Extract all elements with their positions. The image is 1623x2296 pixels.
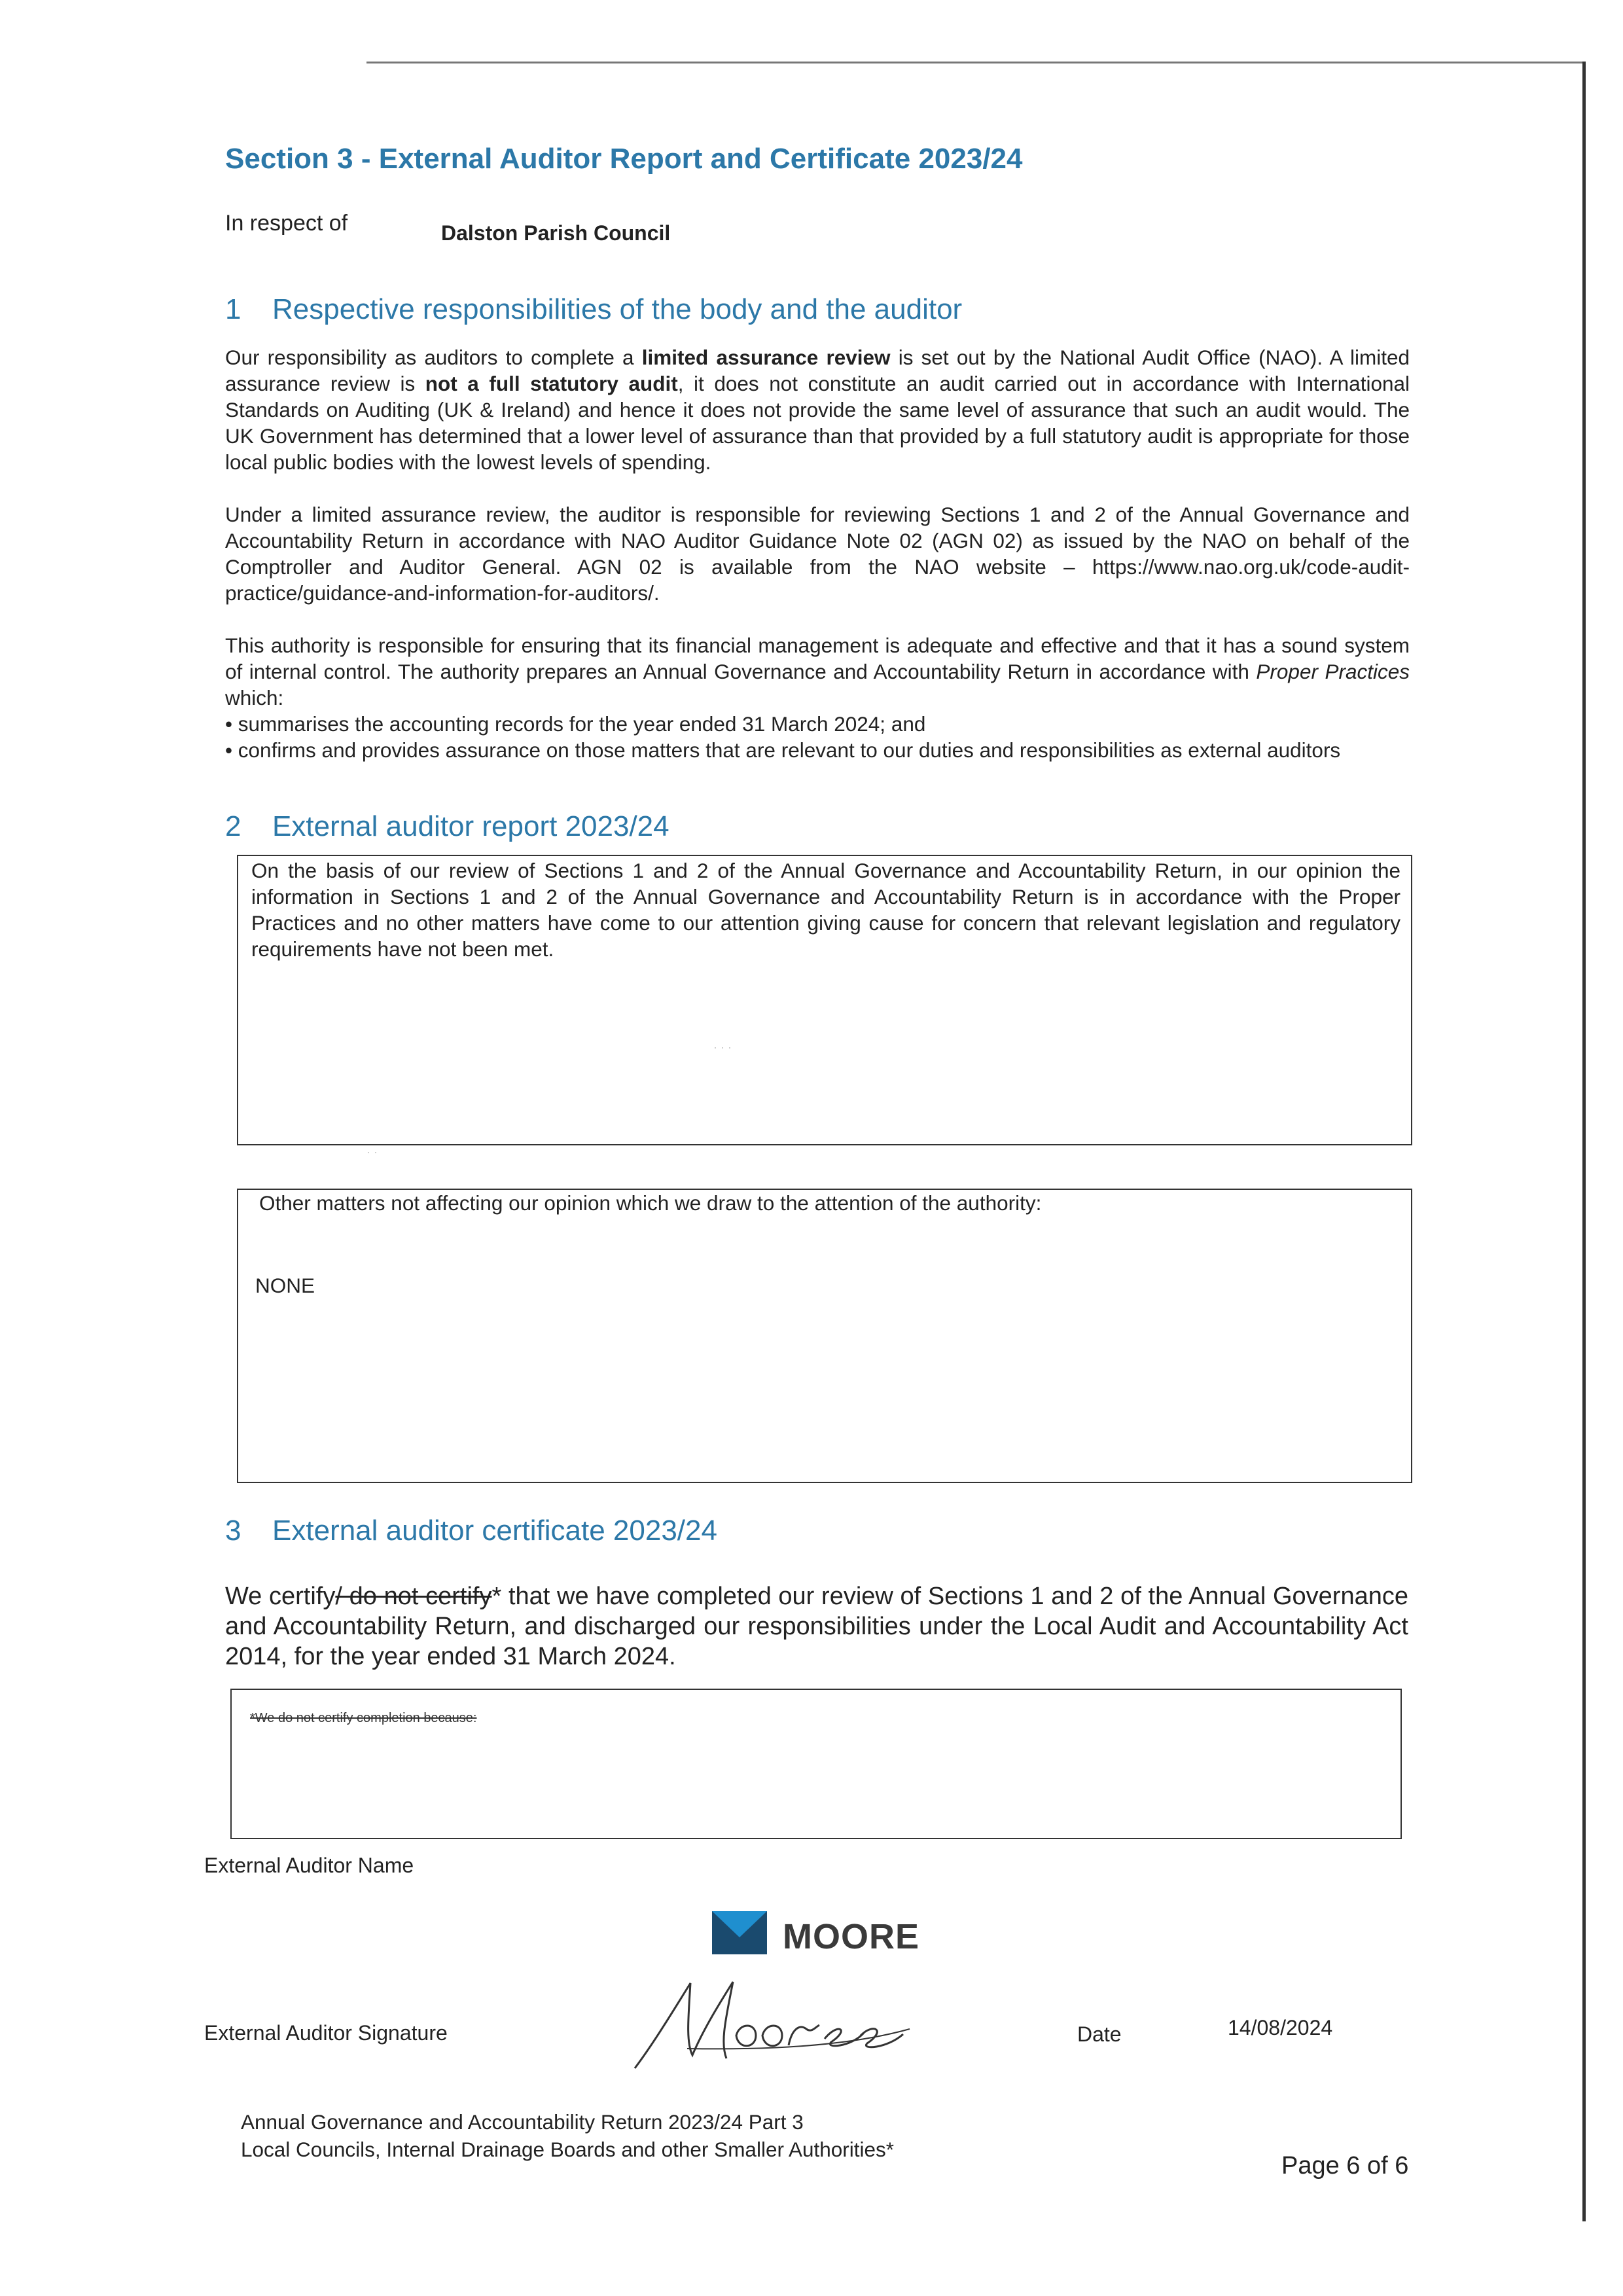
heading-text: Respective responsibilities of the body and the auditor — [272, 293, 963, 325]
scan-smudge: · · · — [713, 1041, 732, 1054]
other-matters-box — [237, 1189, 1412, 1483]
bullet-summarises: • summarises the accounting records for the year ended 31 March 2024; and — [225, 712, 926, 736]
not-certify-label: *We do not certify completion because: — [250, 1711, 477, 1725]
bold-not-full-audit: not a full statutory audit — [425, 372, 678, 395]
heading-auditor-report — [225, 810, 669, 843]
text-run: , it does not constitute an audit carried out in accordance with International Standards on Auditing (UK & Ireland) and hence it does not provide the same level of assurance that such an audit would. The UK Government has determined that a lower level of assurance than that provided by a full statutory audit is appropriate for those local public bodies with the lowest levels of spending. — [225, 372, 1410, 474]
heading-number: 3 — [225, 1515, 241, 1547]
opinion-text: On the basis of our review of Sections 1 and 2 of the Annual Governance and Accountability Return, in our opinion the information in Sections 1 and 2 of the Annual Governance and Accountability Return is in accordance with the Proper Practices and no other matters have come to our attention giving cause for concern that relevant legislation and regulatory requirements have not been met. — [251, 859, 1400, 961]
text-run: is set out by the National Audit Office (NAO). A limited assurance review is — [225, 346, 1410, 395]
moore-logo-icon — [712, 1911, 767, 1954]
heading-number: 2 — [225, 810, 241, 842]
date-label: Date — [1077, 2022, 1122, 2046]
external-auditor-signature-label: External Auditor Signature — [204, 2021, 448, 2045]
page-number: Page 6 of 6 — [1281, 2152, 1409, 2179]
bold-limited-assurance: limited assurance review — [641, 346, 891, 369]
heading-responsibilities — [225, 293, 962, 326]
scan-page-edge-right — [1582, 62, 1586, 2221]
authority-responsibility-paragraph — [225, 632, 1410, 711]
footer-title: Annual Governance and Accountability Return 2023/24 Part 3 — [241, 2110, 804, 2134]
other-matters-value: NONE — [255, 1274, 315, 1297]
text-run: * that we have completed our review of Sections 1 and 2 of the Annual Governance and Accountability Return, and discharged our responsibilities under the Local Audit and Accountability Act 2014, for the year ended 31 March 2024. — [225, 1583, 1408, 1670]
footer-subtitle: Local Councils, Internal Drainage Boards and other Smaller Authorities* — [241, 2138, 895, 2161]
in-respect-of-label: In respect of — [225, 211, 348, 236]
external-auditor-name-label: External Auditor Name — [204, 1854, 414, 1877]
bullet-confirms: • confirms and provides assurance on those matters that are relevant to our duties and responsibilities as external auditors — [225, 738, 1341, 762]
text-run: We certify — [225, 1583, 336, 1610]
auditor-firm-name: MOORE — [783, 1917, 920, 1956]
struck-do-not-certify: / do not certify — [335, 1583, 492, 1610]
scan-smudge: · · — [366, 1145, 378, 1158]
text-run: which: — [225, 686, 284, 709]
body-name: Dalston Parish Council — [441, 221, 671, 245]
handwritten-signature — [628, 1970, 916, 2075]
responsibility-paragraph — [225, 344, 1410, 475]
certificate-paragraph — [225, 1581, 1408, 1672]
other-matters-label: Other matters not affecting our opinion which we draw to the attention of the authority: — [259, 1191, 1042, 1215]
italic-proper-practices: Proper Practices — [1256, 660, 1410, 683]
text-run: Our responsibility as auditors to complete a — [225, 346, 642, 369]
scan-page-edge-top — [366, 62, 1585, 63]
heading-text: External auditor certificate 2023/24 — [272, 1515, 717, 1547]
heading-text: External auditor report 2023/24 — [272, 810, 669, 842]
heading-auditor-certificate — [225, 1515, 717, 1547]
date-value: 14/08/2024 — [1228, 2016, 1333, 2039]
text-run: This authority is responsible for ensuring that its financial management is adequate and effective and that it has a sound system of internal control. The authority prepares an Annual Governance and Accountability Return in accordance with — [225, 634, 1410, 683]
section-title: Section 3 - External Auditor Report and Certificate 2023/24 — [225, 143, 1023, 175]
heading-number: 1 — [225, 293, 241, 325]
limited-review-paragraph: Under a limited assurance review, the auditor is responsible for reviewing Sections 1 and 2 of the Annual Governance and Accountability Return in accordance with NAO Auditor Guidance Note 02 (AGN 02) as issued by the NAO on behalf of the Comptroller and Auditor General. AGN 02 is available from the NAO website – https://www.nao.org.uk/code-audit-practice/guidance-and-information-for-auditors/. — [225, 503, 1410, 605]
